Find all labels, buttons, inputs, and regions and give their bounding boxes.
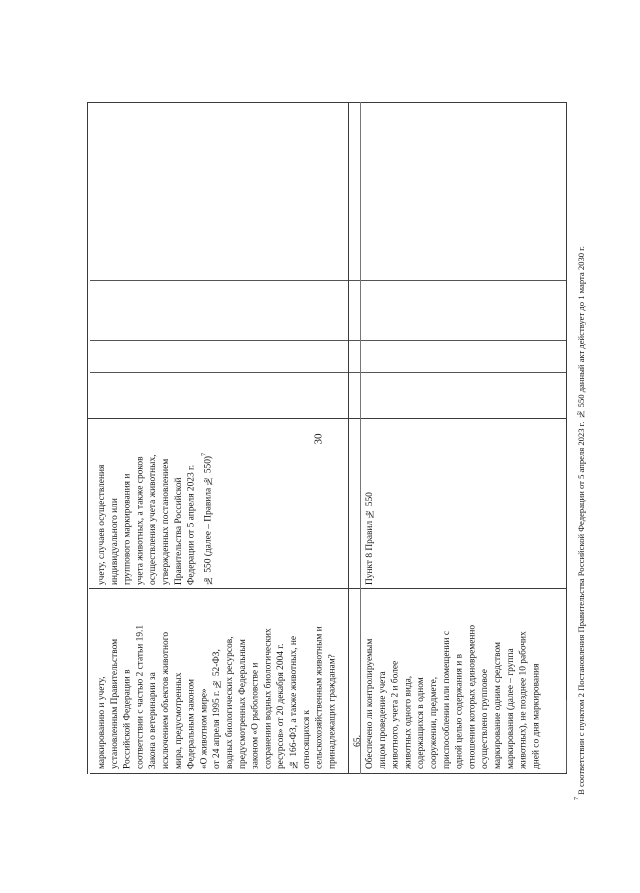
text-line: № 166-ФЗ, а также животных, не <box>288 636 299 769</box>
text-line: утвержденных постановлением <box>160 458 171 585</box>
footnote-separator <box>566 700 567 772</box>
text-line: предусмотренных Федеральным <box>237 639 248 769</box>
text-line: осуществления учета животных, <box>148 454 159 585</box>
text-line: водных биологических ресурсов, <box>224 636 235 769</box>
text-line: № 550 (далее – Правила № 550)$^7$ <box>201 452 214 585</box>
text-line: одной целью содержания и в <box>454 653 465 769</box>
text-line: животных), не позднее 10 рабочих <box>518 631 529 769</box>
text-line: учету, случаев осуществления <box>97 464 107 585</box>
text-line: относящихся к <box>301 709 312 769</box>
text-line: группового маркирования и <box>122 473 133 585</box>
text-line: приспособлении или помещении с <box>441 630 452 769</box>
text-line: учета животных, а также сроков <box>135 456 146 585</box>
text-line: Федерации от 5 апреля 2023 г. <box>186 464 197 585</box>
footnote-marker: 7 <box>201 452 208 456</box>
footnote-marker: 7 <box>574 797 580 800</box>
text-line: Федеральным законом <box>186 679 197 769</box>
continued-row-reference <box>96 423 215 585</box>
table-line <box>566 102 567 774</box>
table-line <box>360 102 361 774</box>
page-number: 30 <box>312 433 325 445</box>
text-line: Пункт 8 Правил № 550 <box>365 492 375 585</box>
text-line: содержащихся в одном <box>416 677 427 769</box>
text-line: маркирование одним средством <box>492 642 503 769</box>
text-line: сохранении водных биологических <box>263 628 274 769</box>
text-line: животного, учета 2 и более <box>390 660 401 769</box>
table-line <box>87 102 567 103</box>
continued-row-description <box>96 593 339 769</box>
text-line: установленным Правительством <box>109 638 120 769</box>
table-line <box>87 102 88 774</box>
row-65-reference <box>364 423 377 585</box>
text-line: от 24 апреля 1995 г. № 52-ФЗ, <box>212 649 223 769</box>
text-line: принадлежащих гражданам? <box>327 654 338 769</box>
text-line: дней со дня маркирования <box>531 663 542 769</box>
text-line: соответствии с частью 2 статьи 19.1 <box>135 624 146 769</box>
text-line: Обеспечено ли контролируемым <box>365 638 375 769</box>
row-number: 65. <box>352 735 363 747</box>
table-line <box>90 372 566 373</box>
footnote-text: В соответствии с пунктом 2 Постановления Правительства Российской Федерации от 5 апреля 2023 г. № 550 данный акт действует до 1 марта 2030 г. <box>575 246 586 795</box>
table-line <box>89 588 567 589</box>
text-line: маркирования (далее – группа <box>505 648 516 769</box>
text-line: осуществлено групповое <box>480 669 491 769</box>
text-line: ресурсов» от 20 декабря 2004 г. <box>276 643 287 769</box>
text-line: Правительства Российской <box>173 477 184 585</box>
text-line: отношении которых единовременно <box>467 624 478 769</box>
table-line <box>90 773 567 774</box>
text-line: исключением объектов животного <box>160 631 171 769</box>
text-line: животных одного вида, <box>403 675 414 769</box>
text-line: Российской Федерации в <box>122 669 133 769</box>
table-line <box>90 340 566 341</box>
text-line: сельскохозяйственным животным и <box>314 626 325 769</box>
text-line: лицом проведение учета <box>377 671 388 769</box>
text-line: индивидуального или <box>109 498 120 585</box>
row-65-description <box>364 593 543 769</box>
text-line: сооружении, предмете, <box>428 676 439 769</box>
table-line <box>348 102 349 774</box>
footnote <box>574 150 586 800</box>
text-line: Закона о ветеринарии за <box>148 672 159 769</box>
text-line: мира, предусмотренных <box>173 672 184 769</box>
table-line <box>87 418 567 419</box>
table-line <box>90 280 566 281</box>
text-line: законом «О рыболовстве и <box>250 662 261 769</box>
text-line: маркированию и учету, <box>97 676 107 769</box>
text-line: «О животном мире» <box>199 688 210 769</box>
